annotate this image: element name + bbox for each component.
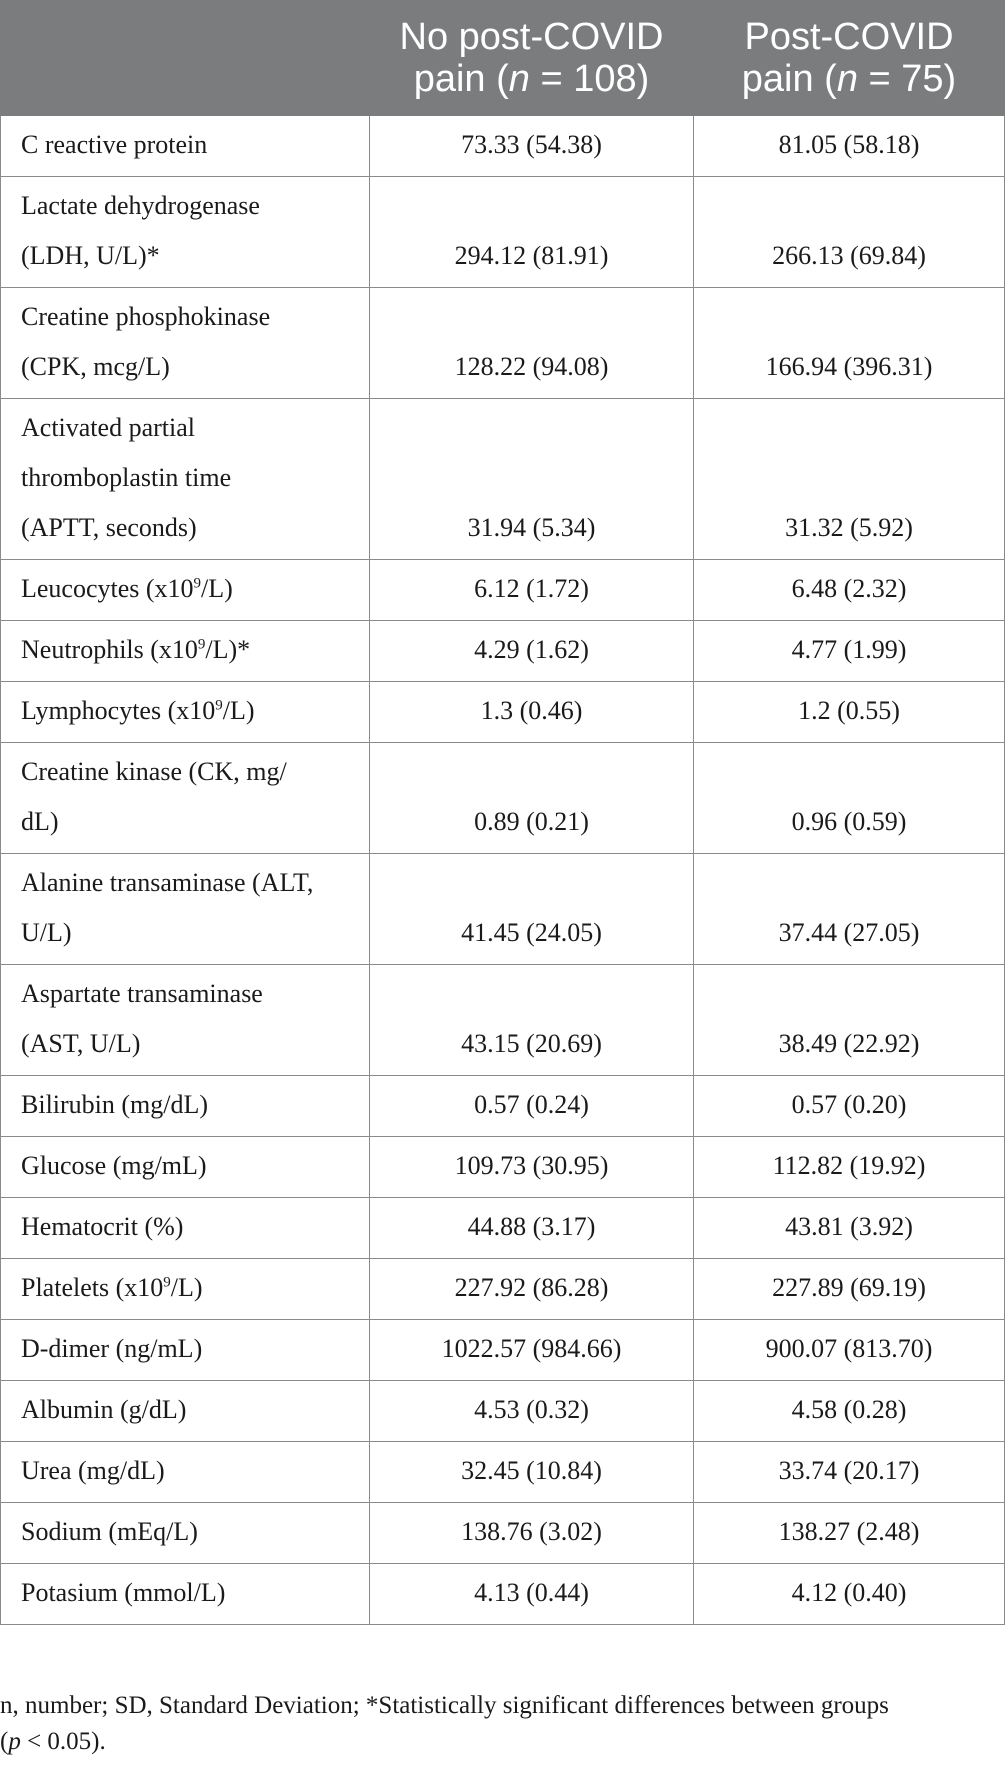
cell-no-pain: 44.88 (3.17) xyxy=(370,1198,694,1259)
table-row xyxy=(1,288,1005,399)
cell-pain: 1.2 (0.55) xyxy=(694,682,1005,743)
table-row xyxy=(1,682,1005,743)
row-label xyxy=(1,621,370,682)
cell-no-pain: 0.89 (0.21) xyxy=(370,743,694,854)
row-label-text: Sodium (mEq/L) xyxy=(21,1517,198,1546)
row-label-line1: Lactate dehydrogenase xyxy=(21,191,260,220)
cell-no-pain: 4.53 (0.32) xyxy=(370,1381,694,1442)
cell-no-pain: 41.45 (24.05) xyxy=(370,854,694,965)
row-label-line1: Alanine transaminase (ALT, xyxy=(21,868,314,897)
table-row xyxy=(1,854,1005,965)
row-label-post: /L)* xyxy=(205,635,251,664)
table-row xyxy=(1,1076,1005,1137)
row-label-line1: Creatine phosphokinase xyxy=(21,302,271,331)
row-label-line2: (LDH, U/L)* xyxy=(21,241,160,270)
table-row xyxy=(1,743,1005,854)
header-no-post-covid-pain xyxy=(370,1,694,116)
row-label-post: /L) xyxy=(201,574,233,603)
row-label xyxy=(1,288,370,399)
cell-no-pain: 4.29 (1.62) xyxy=(370,621,694,682)
cell-pain: 81.05 (58.18) xyxy=(694,116,1005,177)
cell-no-pain: 1022.57 (984.66) xyxy=(370,1320,694,1381)
header-no-pain-post: = 108) xyxy=(529,58,650,100)
row-label-pre: Neutrophils (x10 xyxy=(21,635,198,664)
cell-pain: 4.58 (0.28) xyxy=(694,1381,1005,1442)
row-label-post: /L) xyxy=(222,696,255,725)
row-label-line1: Creatine kinase (CK, mg/ xyxy=(21,757,287,786)
header-no-pain-line1: No post-COVID xyxy=(399,16,664,58)
row-label-line2: U/L) xyxy=(21,918,72,947)
cell-pain: 227.89 (69.19) xyxy=(694,1259,1005,1320)
row-label-pre: Platelets (x10 xyxy=(21,1273,164,1302)
row-label-line1: Activated partial xyxy=(21,413,195,442)
table-row xyxy=(1,965,1005,1076)
row-label xyxy=(1,965,370,1076)
row-label xyxy=(1,1564,370,1625)
row-label-text: Urea (mg/dL) xyxy=(21,1456,165,1485)
row-label xyxy=(1,399,370,560)
header-no-pain-n: n xyxy=(508,58,530,100)
table-row xyxy=(1,116,1005,177)
row-label xyxy=(1,560,370,621)
row-label-text: C reactive protein xyxy=(21,130,208,159)
cell-pain: 4.77 (1.99) xyxy=(694,621,1005,682)
row-label-sup: 9 xyxy=(163,1274,171,1291)
table-row xyxy=(1,1381,1005,1442)
header-post-covid-pain xyxy=(694,1,1005,116)
row-label-line2: (AST, U/L) xyxy=(21,1029,141,1058)
table-row xyxy=(1,1137,1005,1198)
footnote-line1: n, number; SD, Standard Deviation; *Statistically significant differences between groups xyxy=(0,1692,889,1719)
cell-pain: 31.32 (5.92) xyxy=(694,399,1005,560)
row-label-post: /L) xyxy=(170,1273,203,1302)
cell-no-pain: 1.3 (0.46) xyxy=(370,682,694,743)
table-footnote xyxy=(0,1688,990,1760)
cell-pain: 900.07 (813.70) xyxy=(694,1320,1005,1381)
row-label-text: Albumin (g/dL) xyxy=(21,1395,187,1424)
table-header-row xyxy=(1,1,1005,116)
row-label xyxy=(1,1259,370,1320)
row-label xyxy=(1,1320,370,1381)
header-pain-pre: pain ( xyxy=(741,58,837,100)
header-pain-post: = 75) xyxy=(857,58,957,100)
table-row xyxy=(1,621,1005,682)
table-row xyxy=(1,1564,1005,1625)
cell-no-pain: 73.33 (54.38) xyxy=(370,116,694,177)
table-row xyxy=(1,560,1005,621)
row-label-line2: dL) xyxy=(21,807,59,836)
cell-pain: 138.27 (2.48) xyxy=(694,1503,1005,1564)
cell-pain: 166.94 (396.31) xyxy=(694,288,1005,399)
table-row xyxy=(1,1320,1005,1381)
row-label xyxy=(1,1198,370,1259)
cell-no-pain: 294.12 (81.91) xyxy=(370,177,694,288)
row-label xyxy=(1,854,370,965)
cell-no-pain: 227.92 (86.28) xyxy=(370,1259,694,1320)
cell-no-pain: 138.76 (3.02) xyxy=(370,1503,694,1564)
table-row xyxy=(1,1503,1005,1564)
cell-no-pain: 32.45 (10.84) xyxy=(370,1442,694,1503)
header-pain-n: n xyxy=(836,58,858,100)
footnote-p: p xyxy=(8,1728,21,1755)
row-label-line2: (CPK, mcg/L) xyxy=(21,352,170,381)
cell-pain: 4.12 (0.40) xyxy=(694,1564,1005,1625)
cell-no-pain: 31.94 (5.34) xyxy=(370,399,694,560)
table-row xyxy=(1,1259,1005,1320)
cell-pain: 266.13 (69.84) xyxy=(694,177,1005,288)
row-label-pre: Lymphocytes (x10 xyxy=(21,696,216,725)
row-label xyxy=(1,1381,370,1442)
row-label-text: Glucose (mg/mL) xyxy=(21,1151,207,1180)
row-label xyxy=(1,1137,370,1198)
row-label xyxy=(1,682,370,743)
header-variable xyxy=(1,1,370,116)
footnote-line2-pre: ( xyxy=(0,1728,9,1755)
row-label xyxy=(1,743,370,854)
cell-pain: 6.48 (2.32) xyxy=(694,560,1005,621)
cell-pain: 33.74 (20.17) xyxy=(694,1442,1005,1503)
cell-pain: 112.82 (19.92) xyxy=(694,1137,1005,1198)
row-label-text: Potasium (mmol/L) xyxy=(21,1578,226,1607)
cell-no-pain: 4.13 (0.44) xyxy=(370,1564,694,1625)
header-no-pain-pre: pain ( xyxy=(413,58,509,100)
row-label-text: Bilirubin (mg/dL) xyxy=(21,1090,209,1119)
cell-no-pain: 43.15 (20.69) xyxy=(370,965,694,1076)
row-label-line1: Aspartate transaminase xyxy=(21,979,263,1008)
cell-no-pain: 128.22 (94.08) xyxy=(370,288,694,399)
cell-pain: 0.57 (0.20) xyxy=(694,1076,1005,1137)
row-label-text: Hematocrit (%) xyxy=(21,1212,184,1241)
cell-pain: 38.49 (22.92) xyxy=(694,965,1005,1076)
row-label-pre: Leucocytes (x10 xyxy=(21,574,194,603)
row-label xyxy=(1,177,370,288)
row-label xyxy=(1,1503,370,1564)
row-label xyxy=(1,1076,370,1137)
table-row xyxy=(1,1198,1005,1259)
row-label-line3: (APTT, seconds) xyxy=(21,513,197,542)
row-label xyxy=(1,116,370,177)
cell-no-pain: 109.73 (30.95) xyxy=(370,1137,694,1198)
footnote-line2-post: < 0.05). xyxy=(20,1728,106,1755)
cell-pain: 37.44 (27.05) xyxy=(694,854,1005,965)
table-row xyxy=(1,177,1005,288)
row-label-line2: thromboplastin time xyxy=(21,463,232,492)
cell-no-pain: 6.12 (1.72) xyxy=(370,560,694,621)
table-row xyxy=(1,1442,1005,1503)
cell-no-pain: 0.57 (0.24) xyxy=(370,1076,694,1137)
cell-pain: 43.81 (3.92) xyxy=(694,1198,1005,1259)
row-label xyxy=(1,1442,370,1503)
row-label-text: D-dimer (ng/mL) xyxy=(21,1334,203,1363)
cell-pain: 0.96 (0.59) xyxy=(694,743,1005,854)
row-label-sup: 9 xyxy=(215,697,223,714)
row-label-sup: 9 xyxy=(193,575,202,592)
table-row xyxy=(1,399,1005,560)
header-pain-line1: Post-COVID xyxy=(744,16,954,58)
row-label-sup: 9 xyxy=(197,636,206,653)
